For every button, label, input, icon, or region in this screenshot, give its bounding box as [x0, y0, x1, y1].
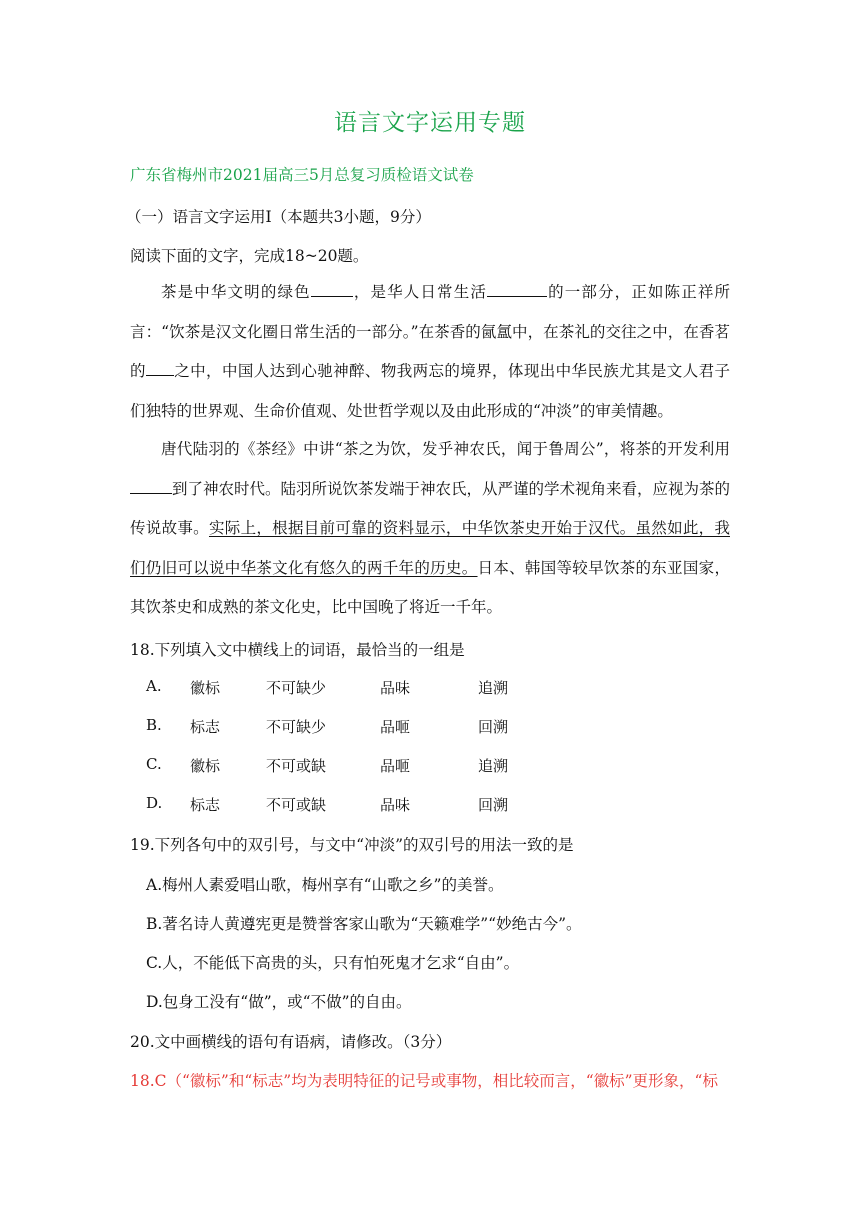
document-page: 语言文字运用专题 广东省梅州市2021届高三5月总复习质检语文试卷 （一）语言文字运用Ⅰ（本题共3小题，9分） 阅读下面的文字，完成18~20题。 茶是中华文明的绿色 ，是华人日常生活 的一部分，正如陈正祥所言：“饮茶是汉文化圈日常生活的一部分。”在茶香的氤氲中，在茶礼的交往之中，在香茗的 之中，中国人达到心驰神醉、物我两忘的境界，体现出中华民族尤其是文人君子们独特的世界观、生命价值观、处世哲学观以及由此形成的“冲淡”的审美情趣。 唐代陆羽的《茶经》中讲“茶之为饮，发乎神农氏，闻于鲁周公”，将茶的开发利用到了神农时代。陆羽所说饮茶发端于神农氏，从严谨的学术视角来看，应视为茶的传说故事。实际上，根据目前可靠的资料显示，中华饮茶史开始于汉代。虽然如此，我们仍旧可以说中华茶文化有悠久的两千年的历史。日本、韩国等较早饮茶的东亚国家，其饮茶史和成熟的茶文化史，比中国晚了将近一千年。 18.下列填入文中横线上的词语，最恰当的一组是 A. 徽标 不可缺少 品味 追溯 B. 标志 不可缺少 品咂 回溯 C. 徽标 不可或缺 品咂 追溯 D. 标志 不可或缺 品味 回溯 19.下列各句中的双引号，与文中“冲淡”的双引号的用法一致的是 A.梅州人素爱唱山歌，梅州享有“山歌之乡”的美誉。 B.著名诗人黄遵宪更是赞誉客家山歌为“天籁难学”“妙绝古今”。 C.人，不能低下高贵的头，只有怕死鬼才乞求“自由”。 D.包身工没有“做”，或“不做”的自由。 20.文中画横线的语句有语病，请修改。（3分） 18.C（“徽标”和“标志”均为表明特征的记号或事物，相比较而言，“徽标”更形象，“标 [0, 0, 860, 1216]
question-19-stem: 19.下列各句中的双引号，与文中“冲淡”的双引号的用法一致的是 [130, 836, 574, 854]
instruction-text: 阅读下面的文字，完成18~20题。 [130, 247, 369, 265]
fill-blank-2 [487, 295, 547, 297]
question-20-stem: 20.文中画横线的语句有语病，请修改。（3分） [130, 1033, 452, 1051]
exam-source: 广东省梅州市2021届高三5月总复习质检语文试卷 [130, 166, 474, 184]
question-18-stem: 18.下列填入文中横线上的词语，最恰当的一组是 [130, 641, 465, 659]
fill-blank-1 [311, 295, 353, 297]
page-title: 语言文字运用专题 [334, 110, 526, 136]
passage-paragraph-1: 茶是中华文明的绿色 ，是华人日常生活 的一部分，正如陈正祥所言：“饮茶是汉文化圈日常生活的一部分。”在茶香的氤氲中，在茶礼的交往之中，在香茗的 之中，中国人达到心驰神醉、物我两忘的境界，体现出中华民族尤其是文人君子们独特的世界观、生命价值观、处世哲学观以及由此形成的“冲淡”的审美情趣。 [130, 283, 730, 420]
q19-option-a: A.梅州人素爱唱山歌，梅州享有“山歌之乡”的美誉。 [146, 876, 504, 894]
answer-explanation: 18.C（“徽标”和“标志”均为表明特征的记号或事物，相比较而言，“徽标”更形象，“标 [130, 1072, 718, 1090]
section-heading: （一）语言文字运用Ⅰ（本题共3小题，9分） [126, 208, 431, 226]
q19-option-b: B.著名诗人黄遵宪更是赞誉客家山歌为“天籁难学”“妙绝古今”。 [146, 915, 582, 933]
q19-option-d: D.包身工没有“做”，或“不做”的自由。 [146, 993, 412, 1011]
fill-blank-3 [146, 374, 174, 376]
q19-option-c: C.人，不能低下高贵的头，只有怕死鬼才乞求“自由”。 [146, 954, 520, 972]
passage-paragraph-2: 唐代陆羽的《茶经》中讲“茶之为饮，发乎神农氏，闻于鲁周公”，将茶的开发利用到了神农时代。陆羽所说饮茶发端于神农氏，从严谨的学术视角来看，应视为茶的传说故事。实际上，根据目前可靠的资料显示，中华饮茶史开始于汉代。虽然如此，我们仍旧可以说中华茶文化有悠久的两千年的历史。日本、韩国等较早饮茶的东亚国家，其饮茶史和成熟的茶文化史，比中国晚了将近一千年。 [130, 440, 731, 616]
underlined-sentence: 实际上，根据目前可靠的资料显示，中华饮茶史开始于汉代。虽然如此，我们仍旧可以说中华茶文化有悠久的两千年的历史。 [130, 519, 730, 577]
fill-blank-4 [130, 492, 172, 494]
